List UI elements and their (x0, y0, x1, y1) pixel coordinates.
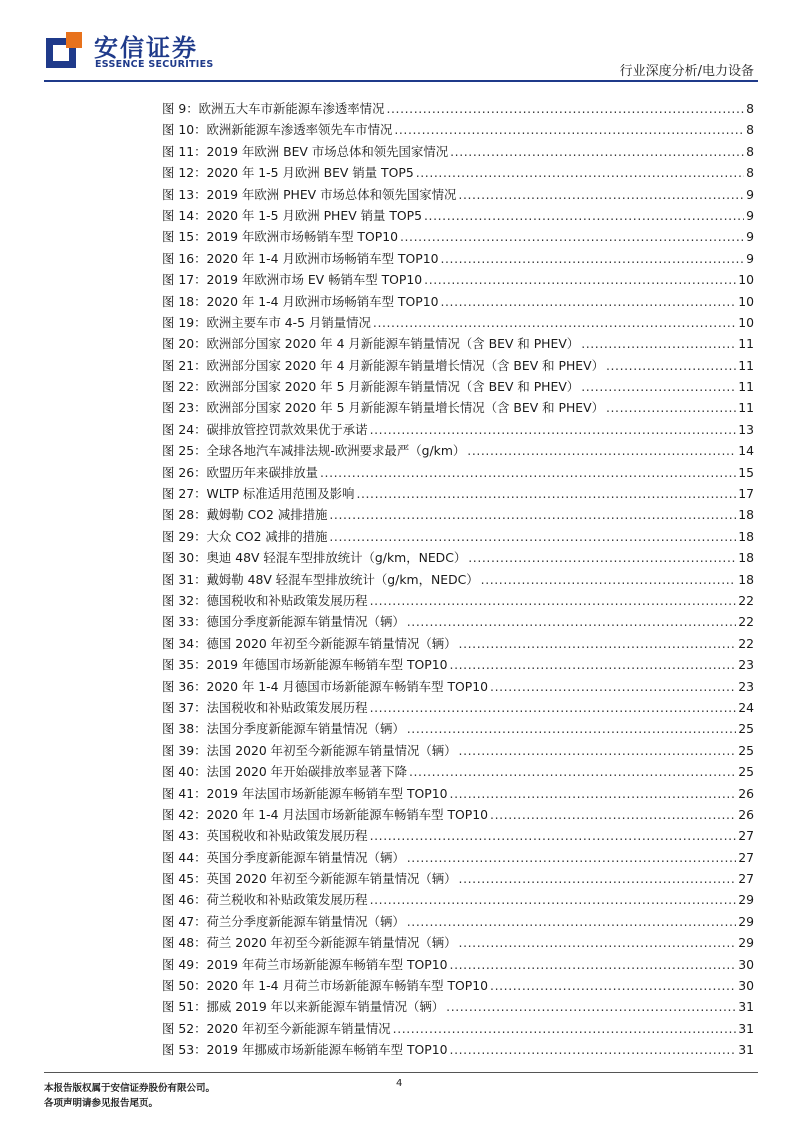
toc-dot-leader (370, 825, 737, 846)
footer-divider (44, 1072, 758, 1073)
toc-entry-page: 8 (746, 143, 754, 159)
toc-entry-label: 图 51：挪威 2019 年以来新能源车销量情况（辆） (162, 999, 445, 1015)
toc-entry[interactable] (162, 954, 754, 975)
toc-entry-page: 11 (738, 379, 754, 395)
toc-entry-page: 22 (738, 592, 754, 608)
toc-entry-label: 图 28：戴姆勒 CO2 减排措施 (162, 507, 328, 523)
toc-entry-label: 图 37：法国税收和补贴政策发展历程 (162, 699, 368, 715)
toc-entry-page: 25 (738, 742, 754, 758)
copyright-notice: 本报告版权属于安信证券股份有限公司。 (44, 1083, 216, 1094)
toc-entry-label: 图 17：2019 年欧洲市场 EV 畅销车型 TOP10 (162, 272, 423, 288)
toc-entry-page: 8 (746, 165, 754, 181)
toc-entry-page: 27 (738, 849, 754, 865)
toc-entry[interactable] (162, 119, 754, 140)
toc-entry[interactable] (162, 1018, 754, 1039)
toc-entry-label: 图 15：2019 年欧洲市场畅销车型 TOP10 (162, 229, 398, 245)
toc-entry[interactable] (162, 761, 754, 782)
toc-dot-leader (320, 462, 736, 483)
toc-dot-leader (490, 975, 736, 996)
toc-entry-page: 13 (738, 421, 754, 437)
toc-entry-page: 10 (738, 293, 754, 309)
essence-logo-icon (44, 30, 84, 70)
toc-dot-leader (386, 98, 744, 119)
toc-entry[interactable] (162, 547, 754, 568)
toc-dot-leader (467, 440, 736, 461)
disclaimer-notice: 各项声明请参见报告尾页。 (44, 1098, 159, 1109)
toc-entry[interactable] (162, 633, 754, 654)
toc-entry-label: 图 9：欧洲五大车市新能源车渗透率情况 (162, 101, 385, 116)
toc-entry[interactable] (162, 740, 754, 761)
toc-entry[interactable] (162, 996, 754, 1017)
toc-entry-label: 图 24：碳排放管控罚款效果优于承诺 (162, 421, 368, 437)
toc-entry[interactable] (162, 419, 754, 440)
toc-entry-label: 图 22：欧洲部分国家 2020 年 5 月新能源车销量情况（含 BEV 和 PHEV） (162, 379, 580, 395)
toc-entry-label: 图 42：2020 年 1-4 月法国市场新能源车畅销车型 TOP10 (162, 806, 489, 822)
toc-dot-leader (490, 676, 736, 697)
toc-entry[interactable] (162, 611, 754, 632)
toc-dot-leader (450, 1039, 737, 1060)
toc-entry[interactable] (162, 333, 754, 354)
toc-dot-leader (459, 868, 737, 889)
toc-entry[interactable] (162, 825, 754, 846)
toc-entry-label: 图 26：欧盟历年来碳排放量 (162, 464, 319, 480)
toc-entry-label: 图 40：法国 2020 年开始碳排放率显著下降 (162, 764, 407, 780)
toc-entry[interactable] (162, 1039, 754, 1060)
toc-entry[interactable] (162, 654, 754, 675)
toc-entry-label: 图 21：欧洲部分国家 2020 年 4 月新能源车销量增长情况（含 BEV 和 PHEV） (162, 357, 604, 373)
toc-entry-label: 图 43：英国税收和补贴政策发展历程 (162, 828, 368, 844)
toc-entry[interactable] (162, 526, 754, 547)
toc-dot-leader (407, 911, 736, 932)
toc-dot-leader (329, 526, 736, 547)
toc-entry[interactable] (162, 847, 754, 868)
toc-dot-leader (468, 547, 736, 568)
toc-dot-leader (481, 569, 737, 590)
toc-dot-leader (407, 718, 736, 739)
toc-entry-page: 31 (738, 1042, 754, 1058)
page-header (0, 0, 800, 80)
toc-entry[interactable] (162, 269, 754, 290)
toc-dot-leader (424, 205, 744, 226)
toc-entry[interactable] (162, 162, 754, 183)
toc-entry-page: 11 (738, 336, 754, 352)
toc-dot-leader (459, 633, 737, 654)
toc-entry-label: 图 12：2020 年 1-5 月欧洲 BEV 销量 TOP5 (162, 165, 414, 181)
toc-entry-label: 图 11：2019 年欧洲 BEV 市场总体和领先国家情况 (162, 143, 449, 159)
toc-entry-page: 31 (738, 1020, 754, 1036)
toc-entry-page: 27 (738, 828, 754, 844)
toc-entry-page: 9 (746, 229, 754, 245)
toc-entry-page: 29 (738, 913, 754, 929)
toc-entry-page: 14 (738, 443, 754, 459)
toc-entry-page: 18 (738, 550, 754, 566)
toc-dot-leader (450, 654, 737, 675)
toc-entry[interactable] (162, 804, 754, 825)
toc-dot-leader (407, 611, 736, 632)
toc-entry[interactable] (162, 697, 754, 718)
toc-entry[interactable] (162, 355, 754, 376)
toc-entry[interactable] (162, 291, 754, 312)
toc-entry[interactable] (162, 248, 754, 269)
toc-entry-label: 图 20：欧洲部分国家 2020 年 4 月新能源车销量情况（含 BEV 和 PHEV） (162, 336, 580, 352)
toc-entry[interactable] (162, 312, 754, 333)
toc-entry[interactable] (162, 483, 754, 504)
toc-dot-leader (416, 162, 744, 183)
toc-entry-page: 30 (738, 956, 754, 972)
toc-entry[interactable] (162, 718, 754, 739)
toc-dot-leader (446, 996, 736, 1017)
toc-entry-label: 图 44：英国分季度新能源车销量情况（辆） (162, 849, 405, 865)
toc-entry-label: 图 45：英国 2020 年初至今新能源车销量情况（辆） (162, 871, 457, 887)
toc-entry-page: 10 (738, 272, 754, 288)
toc-entry-label: 图 30：奥迪 48V 轻混车型排放统计（g/km，NEDC） (162, 550, 467, 566)
toc-dot-leader (394, 119, 744, 140)
toc-entry-label: 图 13：2019 年欧洲 PHEV 市场总体和领先国家情况 (162, 186, 457, 202)
toc-entry-label: 图 33：德国分季度新能源车销量情况（辆） (162, 614, 405, 630)
toc-dot-leader (459, 740, 737, 761)
toc-entry-page: 25 (738, 721, 754, 737)
toc-entry-label: 图 31：戴姆勒 48V 轻混车型排放统计（g/km，NEDC） (162, 571, 479, 587)
toc-dot-leader (450, 954, 737, 975)
toc-dot-leader (581, 376, 736, 397)
toc-entry-page: 17 (738, 486, 754, 502)
toc-entry-label: 图 46：荷兰税收和补贴政策发展历程 (162, 892, 368, 908)
toc-dot-leader (370, 590, 737, 611)
toc-entry[interactable] (162, 226, 754, 247)
header-divider (44, 80, 758, 82)
toc-entry[interactable] (162, 504, 754, 525)
toc-dot-leader (458, 184, 744, 205)
toc-entry-page: 10 (738, 314, 754, 330)
toc-entry[interactable] (162, 783, 754, 804)
toc-entry-label: 图 48：荷兰 2020 年初至今新能源车销量情况（辆） (162, 935, 457, 951)
toc-entry-label: 图 10：欧洲新能源车渗透率领先车市情况 (162, 122, 393, 138)
toc-entry-page: 9 (746, 250, 754, 266)
toc-entry-page: 18 (738, 528, 754, 544)
toc-entry-label: 图 35：2019 年德国市场新能源车畅销车型 TOP10 (162, 657, 448, 673)
toc-entry[interactable] (162, 590, 754, 611)
toc-entry-page: 25 (738, 764, 754, 780)
toc-dot-leader (450, 783, 737, 804)
toc-entry[interactable] (162, 911, 754, 932)
toc-dot-leader (440, 248, 744, 269)
toc-entry-label: 图 47：荷兰分季度新能源车销量情况（辆） (162, 913, 405, 929)
toc-dot-leader (440, 291, 736, 312)
toc-entry[interactable] (162, 889, 754, 910)
toc-entry-page: 8 (746, 101, 754, 116)
toc-entry[interactable] (162, 462, 754, 483)
toc-entry-page: 11 (738, 357, 754, 373)
toc-entry-label: 图 36：2020 年 1-4 月德国市场新能源车畅销车型 TOP10 (162, 678, 489, 694)
toc-entry-label: 图 19：欧洲主要车市 4-5 月销量情况 (162, 314, 371, 330)
toc-entry-label: 图 29：大众 CO2 减排的措施 (162, 528, 328, 544)
figure-list (162, 98, 754, 1061)
toc-entry-page: 18 (738, 507, 754, 523)
toc-entry-page: 22 (738, 635, 754, 651)
toc-entry-page: 9 (746, 186, 754, 202)
toc-entry-label: 图 18：2020 年 1-4 月欧洲市场畅销车型 TOP10 (162, 293, 439, 309)
toc-dot-leader (373, 312, 736, 333)
toc-entry-label: 图 23：欧洲部分国家 2020 年 5 月新能源车销量增长情况（含 BEV 和 PHEV） (162, 400, 604, 416)
toc-dot-leader (393, 1018, 737, 1039)
toc-entry-label: 图 53：2019 年挪威市场新能源车畅销车型 TOP10 (162, 1042, 448, 1058)
toc-entry[interactable] (162, 569, 754, 590)
toc-entry-page: 29 (738, 935, 754, 951)
toc-dot-leader (370, 697, 737, 718)
page-number: 4 (396, 1078, 403, 1089)
toc-dot-leader (356, 483, 736, 504)
toc-entry-label: 图 25：全球各地汽车减排法规-欧洲要求最严（g/km） (162, 443, 466, 459)
toc-entry[interactable] (162, 975, 754, 996)
toc-entry-page: 26 (738, 806, 754, 822)
toc-dot-leader (370, 889, 737, 910)
toc-entry[interactable] (162, 205, 754, 226)
toc-entry[interactable] (162, 397, 754, 418)
toc-dot-leader (581, 333, 736, 354)
toc-entry-page: 8 (746, 122, 754, 138)
toc-entry-label: 图 16：2020 年 1-4 月欧洲市场畅销车型 TOP10 (162, 250, 439, 266)
toc-entry-page: 31 (738, 999, 754, 1015)
toc-entry[interactable] (162, 440, 754, 461)
company-name-cn: 安信证券 (94, 34, 198, 62)
toc-entry-page: 23 (738, 678, 754, 694)
toc-entry-page: 29 (738, 892, 754, 908)
toc-entry[interactable] (162, 184, 754, 205)
toc-dot-leader (409, 761, 736, 782)
toc-entry-label: 图 38：法国分季度新能源车销量情况（辆） (162, 721, 405, 737)
toc-dot-leader (424, 269, 736, 290)
toc-entry-page: 30 (738, 978, 754, 994)
toc-entry-label: 图 41：2019 年法国市场新能源车畅销车型 TOP10 (162, 785, 448, 801)
toc-entry[interactable] (162, 141, 754, 162)
toc-entry-page: 9 (746, 207, 754, 223)
toc-entry-label: 图 34：德国 2020 年初至今新能源车销量情况（辆） (162, 635, 457, 651)
toc-entry-label: 图 27：WLTP 标准适用范围及影响 (162, 486, 355, 502)
toc-entry-page: 22 (738, 614, 754, 630)
toc-dot-leader (370, 419, 737, 440)
toc-dot-leader (329, 504, 736, 525)
toc-entry-page: 11 (738, 400, 754, 416)
toc-entry[interactable] (162, 868, 754, 889)
toc-dot-leader (400, 226, 744, 247)
toc-entry-label: 图 14：2020 年 1-5 月欧洲 PHEV 销量 TOP5 (162, 207, 423, 223)
company-name-en: ESSENCE SECURITIES (95, 59, 214, 70)
toc-dot-leader (459, 932, 737, 953)
toc-dot-leader (606, 355, 736, 376)
toc-entry-label: 图 52：2020 年初至今新能源车销量情况 (162, 1020, 391, 1036)
toc-entry-label: 图 39：法国 2020 年初至今新能源车销量情况（辆） (162, 742, 457, 758)
toc-dot-leader (450, 141, 744, 162)
toc-entry[interactable] (162, 98, 754, 119)
report-category: 行业深度分析/电力设备 (619, 64, 754, 79)
toc-entry[interactable] (162, 376, 754, 397)
toc-entry-label: 图 50：2020 年 1-4 月荷兰市场新能源车畅销车型 TOP10 (162, 978, 489, 994)
toc-entry-page: 27 (738, 871, 754, 887)
toc-entry[interactable] (162, 932, 754, 953)
toc-entry[interactable] (162, 676, 754, 697)
toc-entry-page: 24 (738, 699, 754, 715)
toc-dot-leader (407, 847, 736, 868)
toc-entry-page: 15 (738, 464, 754, 480)
toc-entry-page: 18 (738, 571, 754, 587)
toc-dot-leader (490, 804, 736, 825)
toc-dot-leader (606, 397, 736, 418)
toc-entry-label: 图 32：德国税收和补贴政策发展历程 (162, 592, 368, 608)
toc-entry-page: 26 (738, 785, 754, 801)
toc-entry-label: 图 49：2019 年荷兰市场新能源车畅销车型 TOP10 (162, 956, 448, 972)
toc-entry-page: 23 (738, 657, 754, 673)
